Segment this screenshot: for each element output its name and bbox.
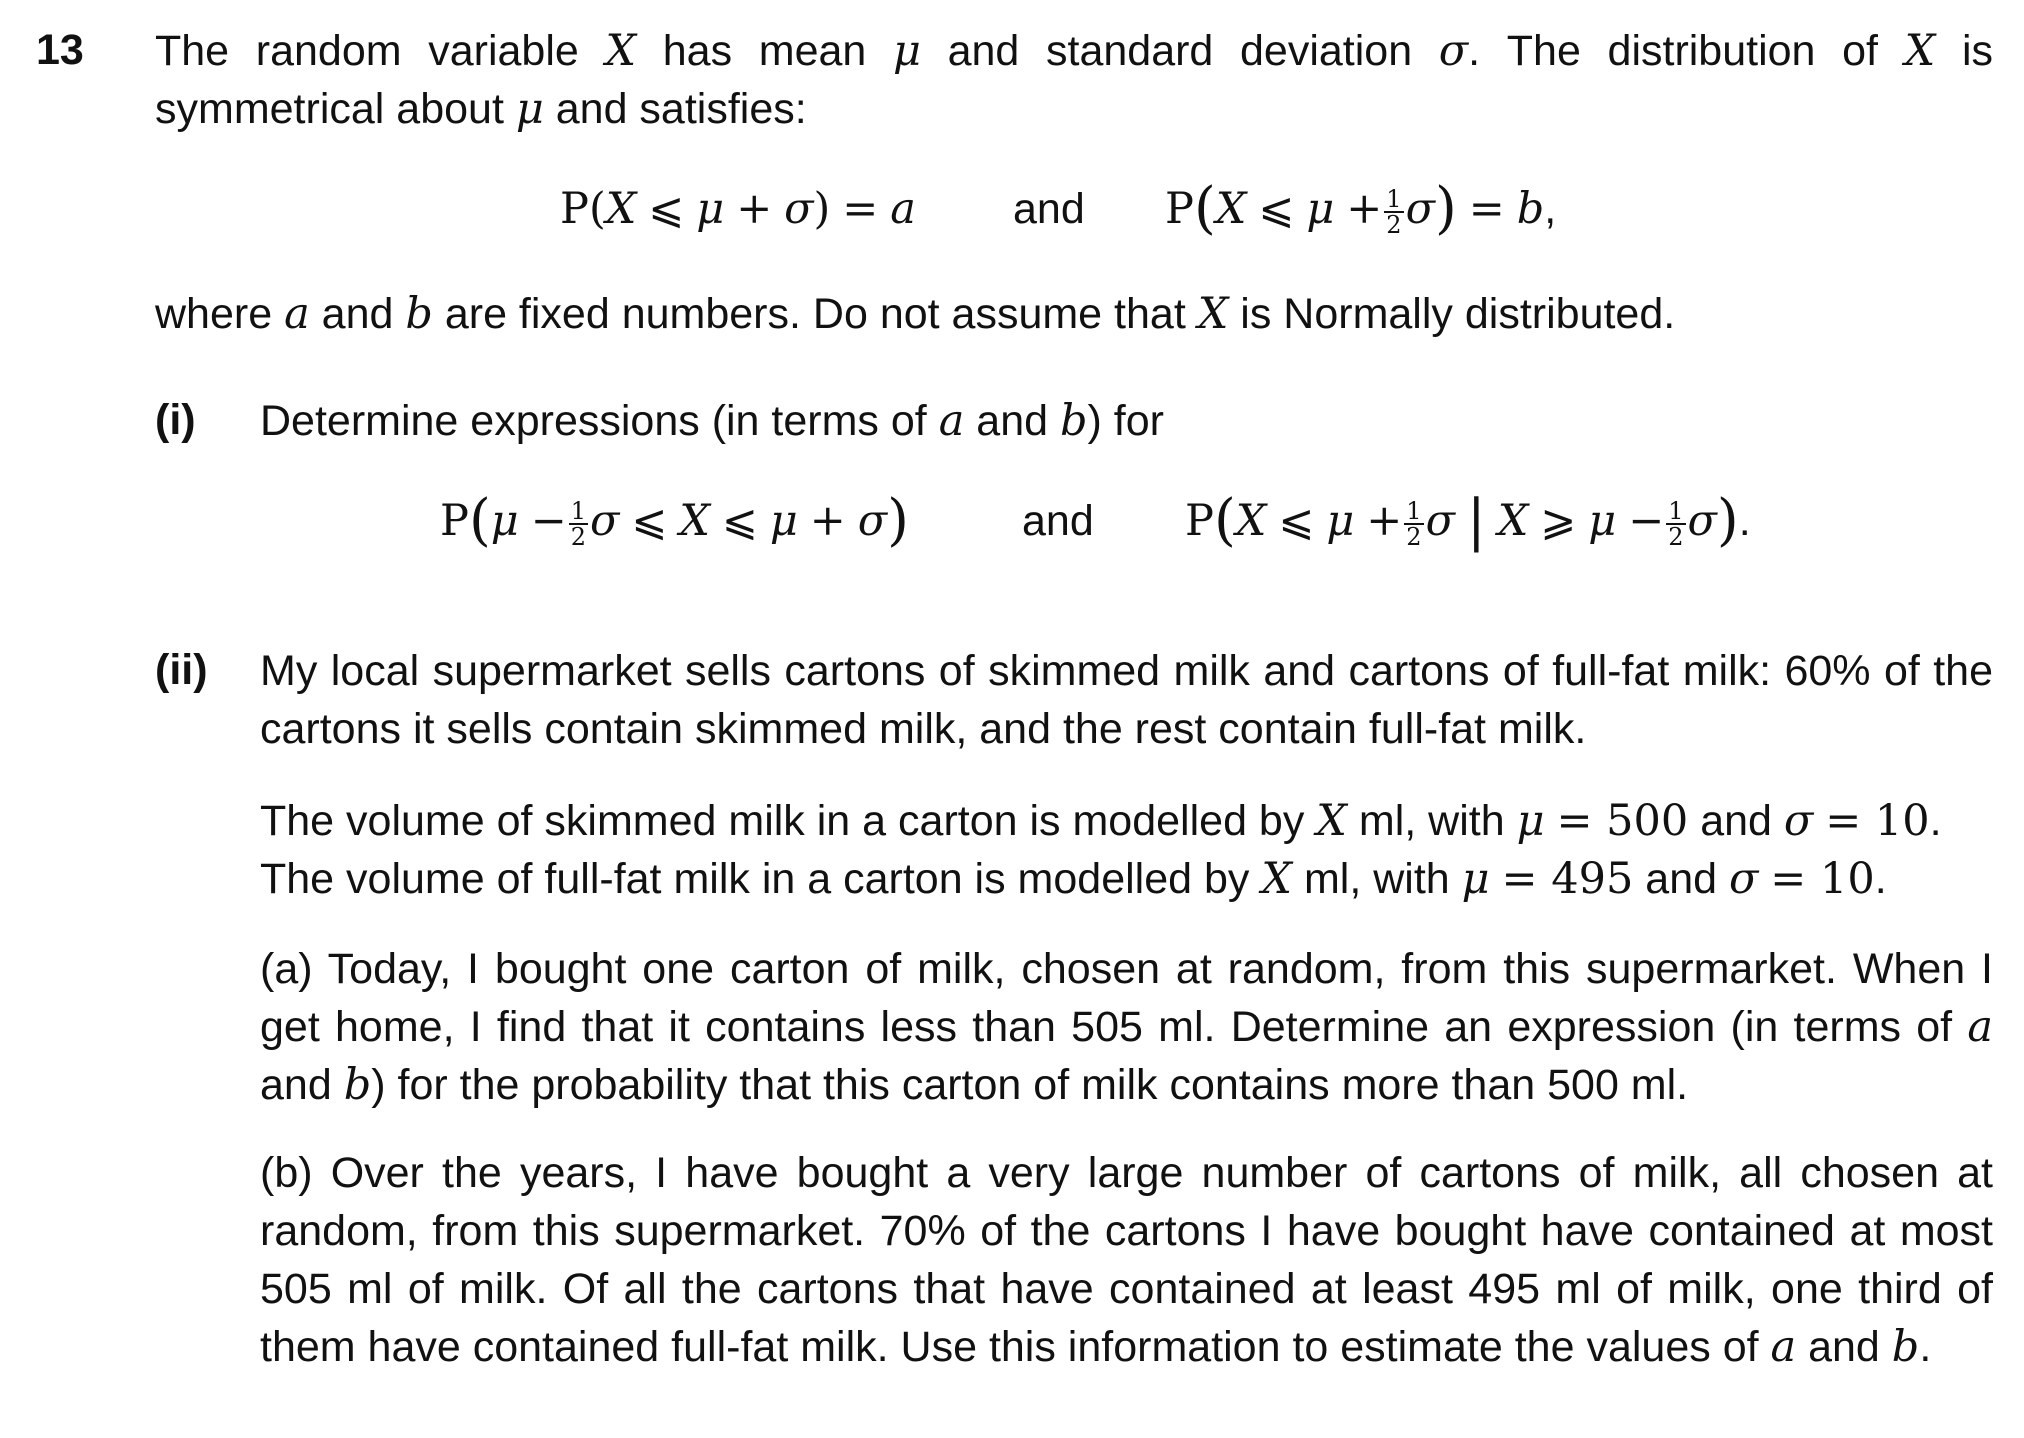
part-ii-b: (b) Over the years, I have bought a very large number of cartons of milk, all chosen at random, from this supermarket. 70% of the cartons I have bought have contained at most 505 ml of milk. Of all the cartons that have contained at least 495 ml of milk, one third of them have contained full-fat milk. Use this information to estimate the values of a and b. (260, 1149, 1993, 1372)
display-and: and (1013, 185, 1085, 233)
part-ii-label: (ii) (155, 646, 208, 694)
part-i-expression-1: P(μ − $\frac{1}{2}$ σ ⩽ X ⩽ μ + σ) (440, 488, 909, 553)
part-i-and: and (1022, 497, 1094, 545)
part-ii-paragraph-1: My local supermarket sells cartons of skimmed milk and cartons of full-fat milk: 60% of the cartons it sells contain skimmed milk, and the rest contain full-fat milk. (260, 647, 1993, 753)
question-condition: where a and b are fixed numbers. Do not assume that X is Normally distributed. (155, 289, 1676, 339)
part-i-text: Determine expressions (in terms of a and b) for (260, 396, 1164, 446)
part-i-label: (i) (155, 396, 196, 444)
question-number: 13 (36, 26, 84, 74)
part-i-expression-2: P(X ⩽ μ + $\frac{1}{2}$ σ | X ⩾ μ − $\frac{1}{2}$ σ). (1185, 488, 1751, 553)
display-equation-2: P(X ⩽ μ + $\frac{1}{2}$ σ) = b, (1165, 176, 1557, 241)
part-ii-a: (a) Today, I bought one carton of milk, chosen at random, from this supermarket. When I get home, I find that it contains less than 505 ml. Determine an expression (in terms of a and b) for the probability that this carton of milk contains more than 500 ml. (260, 945, 1993, 1110)
question-intro: The random variable X has mean μ and standard deviation σ. The distribution of X is symmetrical about μ and satisfies: (155, 26, 1993, 134)
part-ii-paragraph-2: The volume of skimmed milk in a carton is modelled by X ml, with μ = 500 and σ = 10. The volume of full-fat milk in a carton is modelled by X ml, with μ = 495 and σ = 10. (260, 796, 1942, 904)
display-equation: P(X ⩽ μ + σ) = a (560, 184, 916, 234)
